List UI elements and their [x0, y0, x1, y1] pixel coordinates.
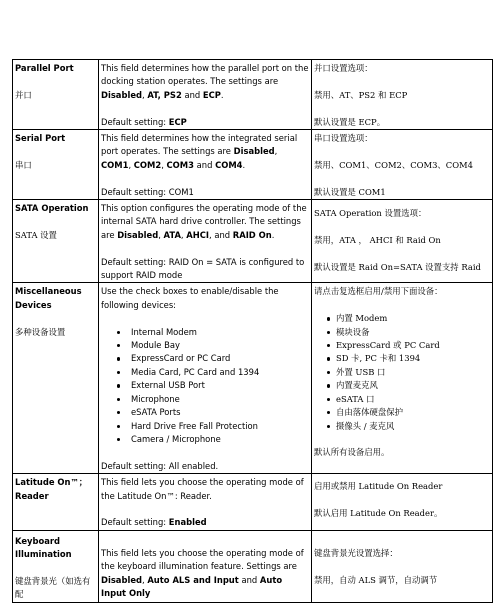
setting-name-cell — [13, 283, 99, 474]
setting-cn-cell — [312, 200, 493, 283]
setting-name: Serial Port — [15, 133, 66, 144]
list-item: eSATA Ports — [101, 406, 309, 419]
cn-default: 默认设置是 Raid On=SATA 设置支持 Raid — [314, 261, 481, 272]
setting-description: This field lets you choose the operating mode of the keyboard illumination feature. Settings are Disabled, Auto ALS and Input and Auto Input Only — [101, 547, 304, 598]
setting-name: Parallel Port — [15, 63, 74, 73]
setting-description-cell — [99, 130, 312, 200]
setting-description: This option configures the operating mode of the internal SATA hard drive controller. The settings are Disabled, ATA, AHCI, and RAID On. — [101, 203, 307, 240]
setting-cn-cell — [312, 283, 493, 474]
list-item: eSATA 口 — [314, 393, 490, 406]
cn-options: 禁用，ATA ， AHCI 和 Raid On — [314, 234, 441, 245]
setting-name-cell — [13, 60, 99, 130]
default-setting: Default setting: Enabled — [101, 517, 207, 528]
list-item: External USB Port — [101, 379, 309, 392]
cn-title: 并口设置选项： — [314, 63, 373, 73]
cn-device-list — [314, 312, 490, 433]
bios-settings-table — [12, 59, 493, 603]
table-row — [13, 530, 493, 602]
setting-description: Use the check boxes to enable/disable the following devices: — [101, 286, 279, 310]
setting-name-cn: 串口 — [15, 159, 32, 170]
list-item: 模块设备 — [314, 326, 490, 339]
table-row — [13, 60, 493, 130]
default-setting: Default setting: COM1 — [101, 186, 194, 197]
cn-default: 默认设置是 COM1 — [314, 186, 386, 197]
cn-title: 启用或禁用 Latitude On Reader — [314, 481, 443, 492]
list-item: 外置 USB 口 — [314, 366, 490, 379]
setting-name: SATA Operation — [15, 203, 89, 214]
cn-title: SATA Operation 设置选项： — [314, 208, 427, 219]
list-item: Camera / Microphone — [101, 433, 309, 446]
list-item: Module Bay — [101, 339, 309, 352]
device-list — [101, 326, 309, 447]
setting-name-cell — [13, 200, 99, 283]
list-item: 自由落体硬盘保护 — [314, 406, 490, 419]
setting-description-cell — [99, 474, 312, 531]
cn-default: 默认启用 Latitude On Reader。 — [314, 507, 443, 518]
table-row — [13, 130, 493, 200]
table-row — [13, 200, 493, 283]
cn-title: 串口设置选项： — [314, 133, 373, 144]
cn-default: 默认设置是 ECP。 — [314, 116, 386, 127]
cn-options: 禁用、AT、PS2 和 ECP — [314, 89, 408, 100]
setting-cn-cell — [312, 474, 493, 531]
list-item: Hard Drive Free Fall Protection — [101, 420, 309, 433]
table-row — [13, 283, 493, 474]
setting-description: This field lets you choose the operating mode of the Latitude On™: Reader. — [101, 477, 304, 501]
setting-name-cn: 多种设备设置 — [15, 326, 66, 337]
setting-name-cn: 并口 — [15, 89, 32, 100]
setting-name: Keyboard Illumination — [15, 535, 72, 560]
setting-name: Miscellaneous Devices — [15, 286, 82, 310]
setting-cn-cell — [312, 60, 493, 130]
setting-cn-cell — [312, 530, 493, 602]
list-item: Media Card, PC Card and 1394 — [101, 366, 309, 379]
cn-options: 禁用，自动 ALS 调节，自动调节 — [314, 574, 438, 585]
setting-name-cell — [13, 130, 99, 200]
cn-title: 键盘背景光设置选择： — [314, 547, 398, 558]
setting-description-cell — [99, 60, 312, 130]
table-row — [13, 474, 493, 531]
list-item: ExpressCard or PC Card — [101, 352, 309, 365]
setting-name-cell — [13, 530, 99, 602]
setting-name-cn: SATA 设置 — [15, 229, 57, 240]
setting-name-cell — [13, 474, 99, 531]
setting-description: This field determines how the parallel port on the docking station operates. The settings are Disabled, AT, PS2 and ECP. — [101, 63, 309, 100]
cn-options: 禁用、COM1、COM2、COM3、COM4 — [314, 159, 473, 170]
list-item: ExpressCard 或 PC Card — [314, 339, 490, 352]
setting-description-cell — [99, 283, 312, 474]
list-item: 内置 Modem — [314, 312, 490, 325]
list-item: 摄像头 / 麦克风 — [314, 420, 490, 433]
list-item: Microphone — [101, 393, 309, 406]
default-setting: Default setting: ECP — [101, 116, 187, 127]
cn-default: 默认所有设备启用。 — [314, 447, 390, 458]
cn-title: 请点击复选框启用/禁用下面设备： — [314, 286, 443, 297]
setting-description-cell — [99, 200, 312, 283]
default-setting: Default setting: RAID On = SATA is configured to support RAID mode — [101, 256, 305, 281]
list-item: 内置麦克风 — [314, 379, 490, 392]
setting-description: This field determines how the integrated serial port operates. The settings are Disabled, COM1, COM2, COM3 and COM4. — [101, 133, 298, 170]
default-setting: Default setting: All enabled. — [101, 460, 219, 471]
setting-cn-cell — [312, 130, 493, 200]
setting-description-cell — [99, 530, 312, 602]
list-item: SD 卡, PC 卡和 1394 — [314, 352, 490, 365]
setting-name: Latitude On™； Reader — [15, 477, 88, 501]
list-item: Internal Modem — [101, 326, 309, 339]
setting-name-cn: 键盘背景光（如选有配 — [15, 575, 91, 600]
